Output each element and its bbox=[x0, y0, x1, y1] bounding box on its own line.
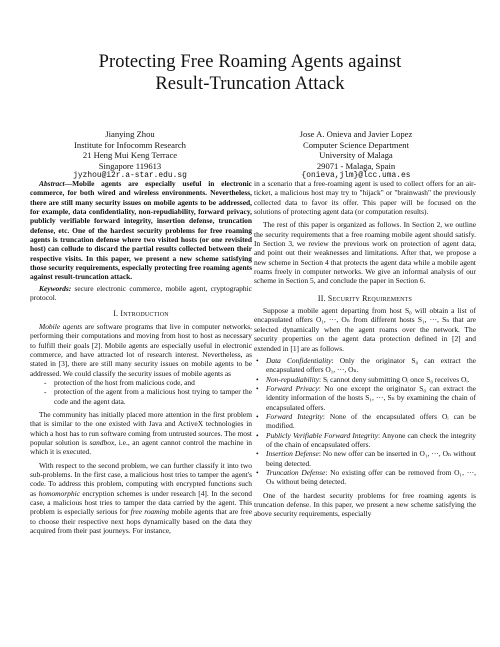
list-item bbox=[254, 384, 476, 412]
right-paragraph-1: in a scenario that a free-roaming agent is used to collect offers for an air-ticket, a malicious host may try to "hijack" or "brainwash" the previously collected data to favor its offer. This paper will be focused on the solutions of protecting agent data (or computation results). bbox=[254, 179, 476, 217]
requirement-term: Data Confidentiality bbox=[266, 355, 332, 365]
intro-paragraph-3 bbox=[30, 461, 252, 536]
author-block-2 bbox=[276, 129, 436, 182]
requirements-list bbox=[254, 356, 476, 487]
right-column bbox=[254, 179, 476, 519]
title-line-1: Protecting Free Roaming Agents against bbox=[98, 52, 402, 72]
requirement-text: : None of the encapsulated offers Oᵢ can be modified. bbox=[266, 411, 476, 431]
list-item bbox=[254, 356, 476, 375]
term-mobile-agents: Mobile agents bbox=[39, 321, 83, 331]
author-email: {onieva,jlm}@lcc.uma.es bbox=[301, 171, 411, 181]
requirement-text: : No one except the originator S₀ can extract the identity information of the hosts S₁, ···, Sₙ by examining the chain of encapsulated offers. bbox=[266, 383, 476, 412]
requirement-text: : Sᵢ cannot deny submitting Oᵢ once S₀ receives Oᵢ. bbox=[319, 374, 470, 384]
requirement-term: Non-repudiability bbox=[266, 374, 320, 384]
intro-text: , i.e., an agent cannot control the machine in which it is executed. bbox=[30, 437, 252, 457]
intro-paragraph-2 bbox=[30, 410, 252, 457]
abstract-label: Abstract bbox=[39, 179, 65, 188]
section-heading-security-requirements: II. Security Requirements bbox=[317, 293, 413, 303]
term-free-roaming: free roaming bbox=[130, 507, 170, 517]
author-block-1 bbox=[62, 129, 198, 182]
intro-text: mobile agents that are free to choose their respective next hops dynamically based on the data they acquired from their past journeys. For instance, bbox=[30, 507, 252, 536]
list-item bbox=[254, 375, 476, 384]
title-line-2: Result-Truncation Attack bbox=[155, 74, 345, 94]
keywords-text: secure electronic commerce, mobile agent, cryptographic protocol. bbox=[30, 283, 252, 303]
right-paragraph-4: One of the hardest security problems for free roaming agents is truncation defense. In this paper, we present a new scheme satisfying the above security requirements, especially bbox=[254, 490, 476, 519]
right-paragraph-3: Suppose a mobile agent departing from host S₀ will obtain a list of encapsulated offers O₁, ···, Oₙ from different hosts S₁, ···, Sₙ that are selected dynamically when the agent roams over the network. The security properties on the agent data protection defined in [2] and extended in [1] are as follows. bbox=[254, 306, 476, 353]
requirement-text: : No existing offer can be removed from O₁, ···, Oₙ without being detected. bbox=[266, 467, 476, 487]
requirement-term: Forward Integrity bbox=[266, 411, 323, 421]
requirement-term: Publicly Verifiable Forward Integrity bbox=[266, 430, 378, 440]
requirement-text: : No new offer can be inserted in O₁, ···, Oₙ without being detected. bbox=[266, 449, 476, 468]
issue-list bbox=[30, 378, 252, 406]
author-name: Jianying Zhou bbox=[105, 129, 155, 139]
keywords-label: Keywords: bbox=[39, 283, 72, 293]
abstract-text: —Mobile agents are especially useful in electronic commerce, for both wired and wireless environments. Nevertheless, there are still many security issues on mobile agents to be addressed, for example, data confidentiality, non-repudiability, forward privacy, publicly verifiable forward integrity, insertion defense, truncation defense, etc. One of the hardest security problems for free roaming agents is truncation defense where two visited hosts (or one revisited host) can collude to discard the partial results collected between their respective visits. In this paper, we present a new scheme satisfying those security requirements, especially protecting free roaming agents against result-truncation attack. bbox=[30, 179, 252, 282]
list-item bbox=[254, 449, 476, 468]
author-address: Singapore 119613 bbox=[98, 160, 162, 171]
author-email: jyzhou@i2r.a-star.edu.sg bbox=[73, 171, 187, 181]
term-homomorphic: homomorphic bbox=[38, 488, 80, 498]
list-item bbox=[254, 412, 476, 431]
author-address: 21 Heng Mui Keng Terrace bbox=[82, 150, 178, 161]
paper-title bbox=[40, 51, 460, 95]
right-paragraph-2: The rest of this paper is organized as follows. In Section 2, we outline the security requirements that a free roaming mobile agent should satisfy. In Section 3, we review the previous work on protection of agent data, and point out their weaknesses and limitations. After that, we propose a new scheme in Section 4 that protects the agent data while a mobile agent roams freely in computer networks. We give an informal analysis of our scheme in Section 5, and conclude the paper in Section 6. bbox=[254, 220, 476, 286]
intro-paragraph-1 bbox=[30, 322, 252, 378]
list-item bbox=[254, 468, 476, 487]
requirement-term: Insertion Defense bbox=[266, 449, 319, 459]
requirement-term: Forward Privacy bbox=[266, 383, 319, 393]
left-column bbox=[30, 179, 252, 535]
author-address: University of Malaga bbox=[319, 150, 393, 161]
list-item: - protection of the host from malicious code, and bbox=[30, 378, 252, 387]
requirement-text: : Anyone can check the integrity of the chain of encapsulated offers. bbox=[266, 430, 476, 449]
list-item bbox=[254, 431, 476, 450]
intro-text: The community has initially placed more attention in the first problem that is similar to the one existed with Java and ActiveX technologies in which a host has to run software coming from untrusted sources. The most popular solution is bbox=[30, 409, 252, 447]
list-item: - protection of the agent from a malicious host trying to tamper the code and the agent data. bbox=[30, 387, 252, 406]
author-name: Jose A. Onieva and Javier Lopez bbox=[299, 129, 413, 139]
author-address: 29071 - Malaga, Spain bbox=[316, 160, 396, 171]
author-affiliation: Institute for Infocomm Research bbox=[74, 139, 186, 150]
term-sandbox: sandbox bbox=[89, 437, 115, 447]
intro-text: With respect to the second problem, we can further classify it into two sub-problems. In the first case, a malicious host tries to tamper the agent's code. To address this problem, computing with encrypted functions such as bbox=[30, 460, 252, 498]
abstract bbox=[30, 179, 252, 282]
author-affiliation: Computer Science Department bbox=[303, 139, 409, 150]
requirement-term: Truncation Defense bbox=[266, 467, 326, 477]
intro-text: encryption schemes is under research [4]. In the second case, a malicious host tries to tamper the data carried by the agent. This problem is especially serious for bbox=[30, 488, 252, 517]
keywords bbox=[30, 284, 252, 303]
section-heading-introduction: I. Introduction bbox=[113, 309, 169, 319]
requirement-text: : Only the originator S₀ can extract the encapsulated offers O₁, ···, Oₙ. bbox=[266, 355, 476, 375]
intro-text: are software programs that live in computer networks, performing their computations and moving from host to host as necessary to fulfill their goals [2]. Mobile agents are especially useful in electronic commerce, and have attracted lot of research interest. Nevertheless, as stated in [3], there are still many security issues on mobile agents to be addressed. We could classify the security issues of mobile agents as bbox=[30, 321, 252, 378]
